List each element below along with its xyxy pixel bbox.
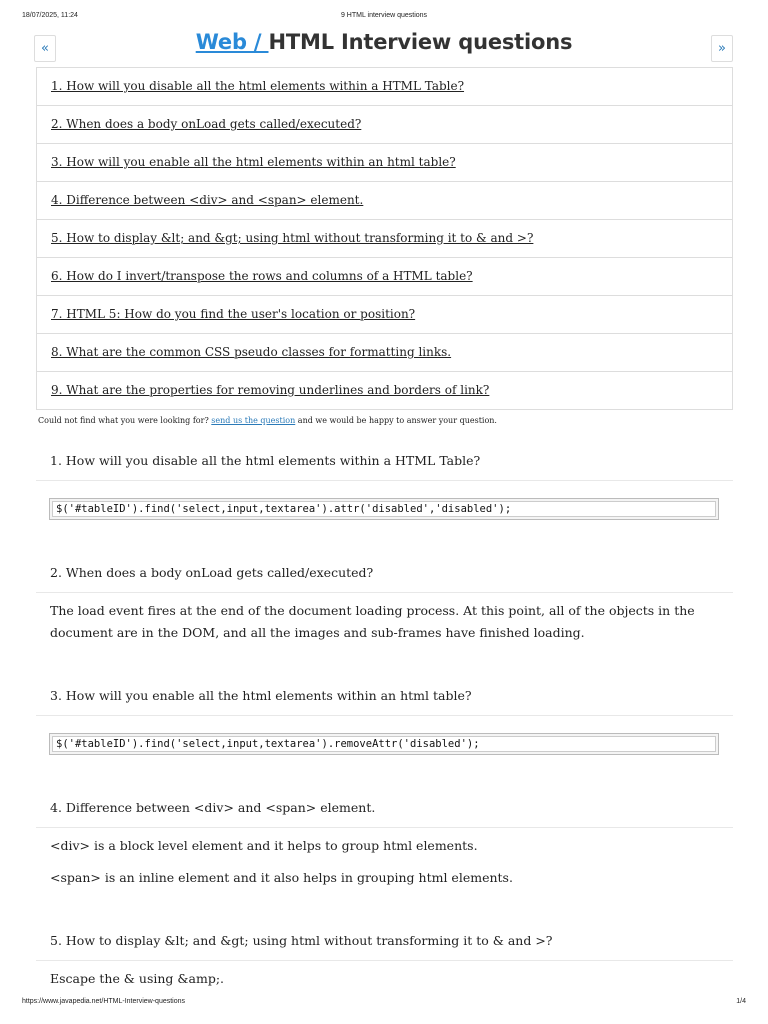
answer-2: The load event fires at the end of the document loading process. At this point, all of the objects in the document are in the DOM, and all the images and sub-frames have finished loading. <box>50 603 695 640</box>
question-heading-4: 4. Difference between <div> and <span> element. <box>50 800 376 815</box>
code-text-1: $('#tableID').find('select,input,textarea').attr('disabled','disabled'); <box>52 501 716 517</box>
divider <box>36 827 733 828</box>
toc-link-3[interactable]: 3. How will you enable all the html elements within an html table? <box>37 144 732 182</box>
code-block-1 <box>49 498 719 520</box>
next-page-button[interactable]: » <box>711 35 733 62</box>
code-block-3 <box>49 733 719 755</box>
prev-page-button[interactable]: « <box>34 35 56 62</box>
page-title <box>0 30 768 54</box>
breadcrumb-web-link[interactable]: Web / <box>195 30 269 54</box>
toc-link-9[interactable]: 9. What are the properties for removing underlines and borders of link? <box>37 372 732 410</box>
answer-4-line-2: <span> is an inline element and it also helps in grouping html elements. <box>50 870 513 885</box>
toc-link-5[interactable]: 5. How to display &lt; and &gt; using html without transforming it to & and >? <box>37 220 732 258</box>
answer-5: Escape the & using &amp;. <box>50 971 225 986</box>
divider <box>36 715 733 716</box>
notice-text-before: Could not find what you were looking for? <box>38 416 212 425</box>
code-text-3: $('#tableID').find('select,input,textarea').removeAttr('disabled'); <box>52 736 716 752</box>
toc-link-6[interactable]: 6. How do I invert/transpose the rows and columns of a HTML table? <box>37 258 732 296</box>
toc-link-7[interactable]: 7. HTML 5: How do you find the user's location or position? <box>37 296 732 334</box>
print-url: https://www.javapedia.net/HTML-Interview-questions <box>22 998 186 1005</box>
toc-link-8[interactable]: 8. What are the common CSS pseudo classes for formatting links. <box>37 334 732 372</box>
toc-link-4[interactable]: 4. Difference between <div> and <span> element. <box>37 182 732 220</box>
print-page-number: 1/4 <box>736 998 746 1005</box>
print-doc-title: 9 HTML interview questions <box>340 12 428 19</box>
page-title-text: HTML Interview questions <box>268 30 573 54</box>
divider <box>36 960 733 961</box>
toc-link-1[interactable]: 1. How will you disable all the html elements within a HTML Table? <box>37 68 732 106</box>
question-index <box>36 67 733 410</box>
send-question-link[interactable]: send us the question <box>211 416 296 425</box>
print-header <box>22 12 746 24</box>
question-heading-3: 3. How will you enable all the html elements within an html table? <box>50 688 472 703</box>
notice-text-after: and we would be happy to answer your question. <box>295 416 497 425</box>
divider <box>36 480 733 481</box>
question-heading-2: 2. When does a body onLoad gets called/executed? <box>50 565 374 580</box>
question-heading-1: 1. How will you disable all the html elements within a HTML Table? <box>50 453 481 468</box>
answer-4-line-1: <div> is a block level element and it helps to group html elements. <box>50 838 478 853</box>
print-footer <box>22 998 746 1010</box>
ask-question-notice <box>38 416 497 425</box>
question-heading-5: 5. How to display &lt; and &gt; using html without transforming it to & and >? <box>50 933 553 948</box>
toc-link-2[interactable]: 2. When does a body onLoad gets called/executed? <box>37 106 732 144</box>
print-date: 18/07/2025, 11:24 <box>22 12 78 19</box>
divider <box>36 592 733 593</box>
